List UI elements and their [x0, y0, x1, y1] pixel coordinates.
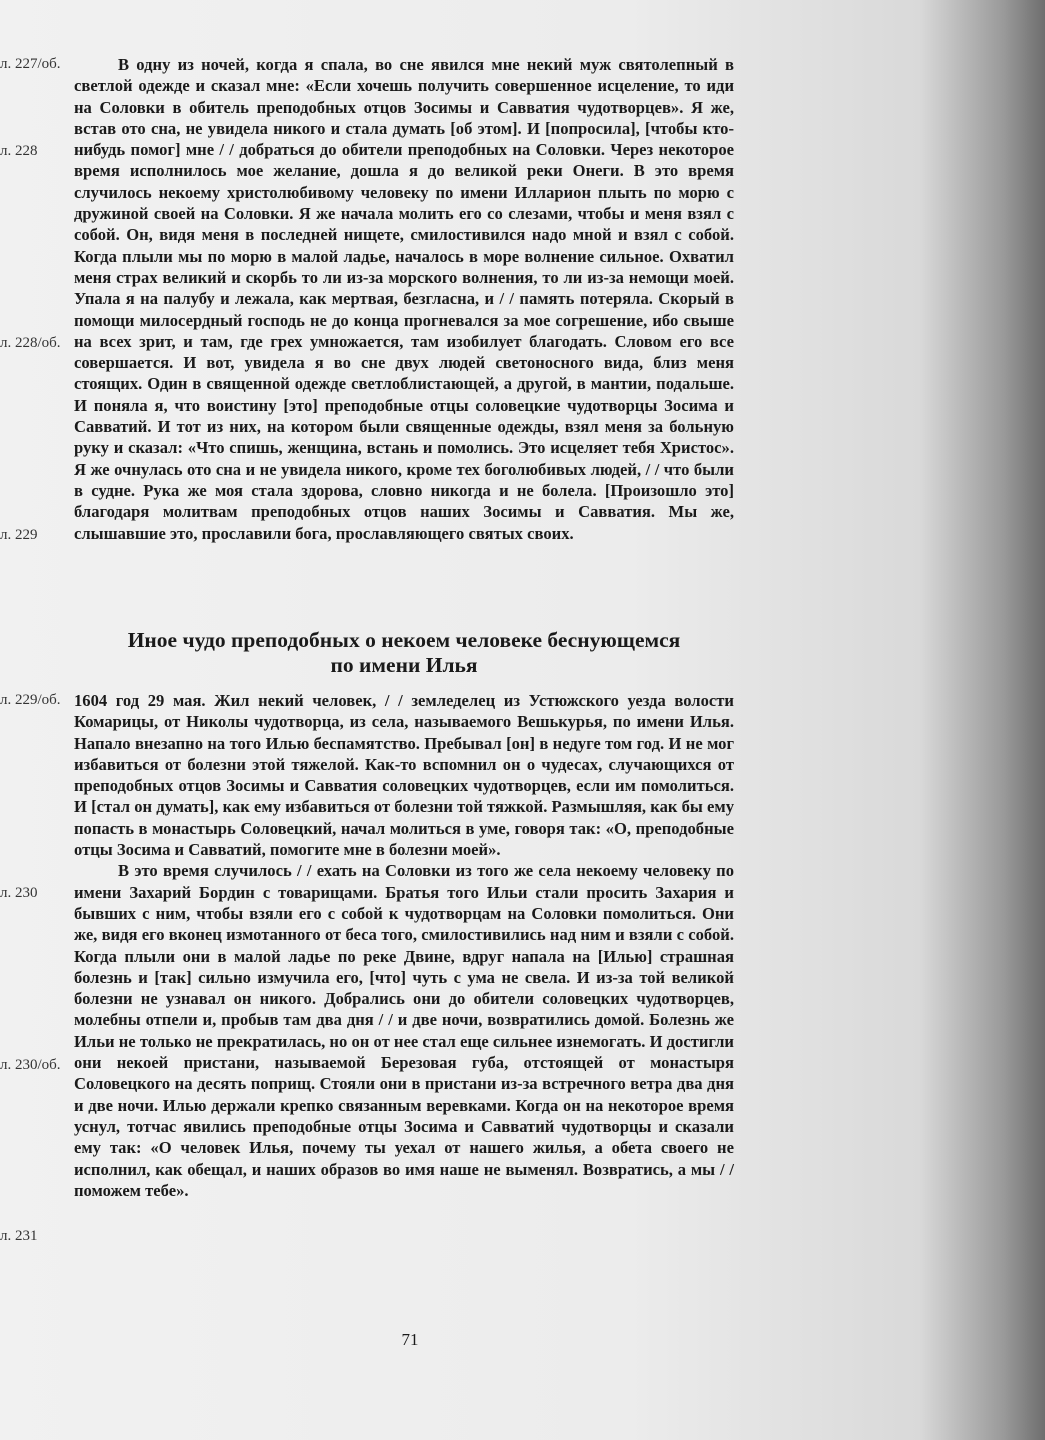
- heading-line-1: Иное чудо преподобных о некоем человеке беснующемся: [127, 628, 681, 652]
- section-2-body: [74, 690, 734, 1201]
- paragraph: В одну из ночей, когда я спала, во сне явился мне некий муж святолепный в светлой одежде и сказал мне: «Если хочешь получить совершенное исцеление, то иди на Соловки в обитель преподобных отцов Зосимы и Савватия чудотворцев». Я же, встав ото сна, не увидела никого и стала думать [об этом]. И [попросила], [чтобы кто-нибудь помог] мне / / добраться до обители преподобных на Соловки. Через некоторое время исполнилось мое желание, дошла я до великой реки Онеги. В это время случилось некоему христолюбивому человеку по имени Илларион плыть по морю с дружиной своей на Соловки. Я же начала молить его со слезами, чтобы и меня взял с собой. Он, видя меня в последней нищете, смилостивился надо мной и взял с собой. Когда плыли мы по морю в малой ладье, началось в море волнение сильное. Охватил меня страх великий и скорбь то ли из-за морского волнения, то ли из-за немощи моей. Упала я на палубу и лежала, как мертвая, безгласна, и / / память потеряла. Скорый в помощи милосердный господь не до конца прогневался за мое согрешение, ибо свыше на всех зрит, и там, где грех умножается, там изобилует благодать. Словом его все совершается. И вот, увидела я во сне двух людей светоносного вида, близ меня стоящих. Один в священной одежде светлоблистающей, а другой, в мантии, подальше. И поняла я, что воистину [это] преподобные отцы соловецкие чудотворцы Зосима и Савватий. И тот из них, на котором были священные одежды, взял меня за больную руку и сказал: «Что спишь, женщина, встань и помолись. Это исцеляет тебя Христос». Я же очнулась ото сна и не увидела никого, кроме тех боголюбивых людей, / / что были в судне. Рука же моя стала здорова, словно никогда и не болела. [Произошло это] благодаря молитвам преподобных отцов наших Зосимы и Савватия. Мы же, слышавшие это, прославили бога, прославляющего святых своих.: [74, 55, 734, 543]
- page-number: 71: [401, 1330, 419, 1349]
- paragraph: В это время случилось / / ехать на Соловки из того же села некоему человеку по имени Захарий Бордин с товарищами. Братья того Ильи стали просить Захария и бывших с ним, чтобы взяли его с собой к чудотворцам на Соловки помолиться. Они же, видя его вконец измотанного от беса того, смилостивились над ним и взяли с собой. Когда плыли они в малой ладье по реке Двине, вдруг напала на [Илью] страшная болезнь и [так] сильно измучила его, [что] чуть с ума не свела. И из-за той великой болезни не узнавал он никого. Добрались они до обители соловецких чудотворцев, молебны отпели и, пробыв там два дня / / и две ночи, возвратились домой. Болезнь же Ильи не только не прекратилась, но он от нее стал еще сильнее изнемогать. И достигли они некоей пристани, называемой Березовая губа, отстоящей от монастыря Соловецкого на десять поприщ. Стояли они в пристани из-за встречного ветра два дня и две ночи. Илью держали крепко связанным веревками. Когда он на некоторое время уснул, тотчас явились преподобные отцы Зосима и Савватий чудотворцы и сказали ему так: «О человек Илья, почему ты уехал от нашего жилья, а обета своего не исполнил, как обещал, и наших образов во имя наше не выменял. Возвратись, а мы / / поможем тебе».: [74, 861, 734, 1200]
- margin-note-folio: л. 230: [0, 885, 38, 901]
- section-heading: [74, 628, 734, 678]
- margin-note-folio: л. 228: [0, 143, 38, 159]
- margin-note-folio: л. 229/об.: [0, 692, 61, 708]
- margin-note-folio: л. 230/об.: [0, 1057, 61, 1073]
- section-1-body: [74, 54, 734, 544]
- margin-note-folio: л. 227/об.: [0, 56, 61, 72]
- margin-note-folio: л. 228/об.: [0, 335, 61, 351]
- margin-note-folio: л. 231: [0, 1228, 38, 1244]
- heading-line-2: по имени Илья: [330, 653, 478, 677]
- paragraph: 1604 год 29 мая. Жил некий человек, / / земледелец из Устюжского уезда волости Комарицы, от Николы чудотворца, из села, называемого Вешькурья, по имени Илья. Напало внезапно на того Илью беспамятство. Пребывал [он] в недуге том год. И не мог избавиться от болезни этой тяжелой. Как-то вспомнил он о чудесах, случающихся от преподобных отцов Зосимы и Савватия соловецких чудотворцев, если им помолиться. И [стал он думать], как ему избавиться от болезни той тяжкой. Размышляя, как бы ему попасть в монастырь Соловецкий, начал молиться в уме, говоря так: «О, преподобные отцы Зосима и Савватий, помогите мне в болезни моей».: [74, 691, 734, 860]
- margin-note-folio: л. 229: [0, 527, 38, 543]
